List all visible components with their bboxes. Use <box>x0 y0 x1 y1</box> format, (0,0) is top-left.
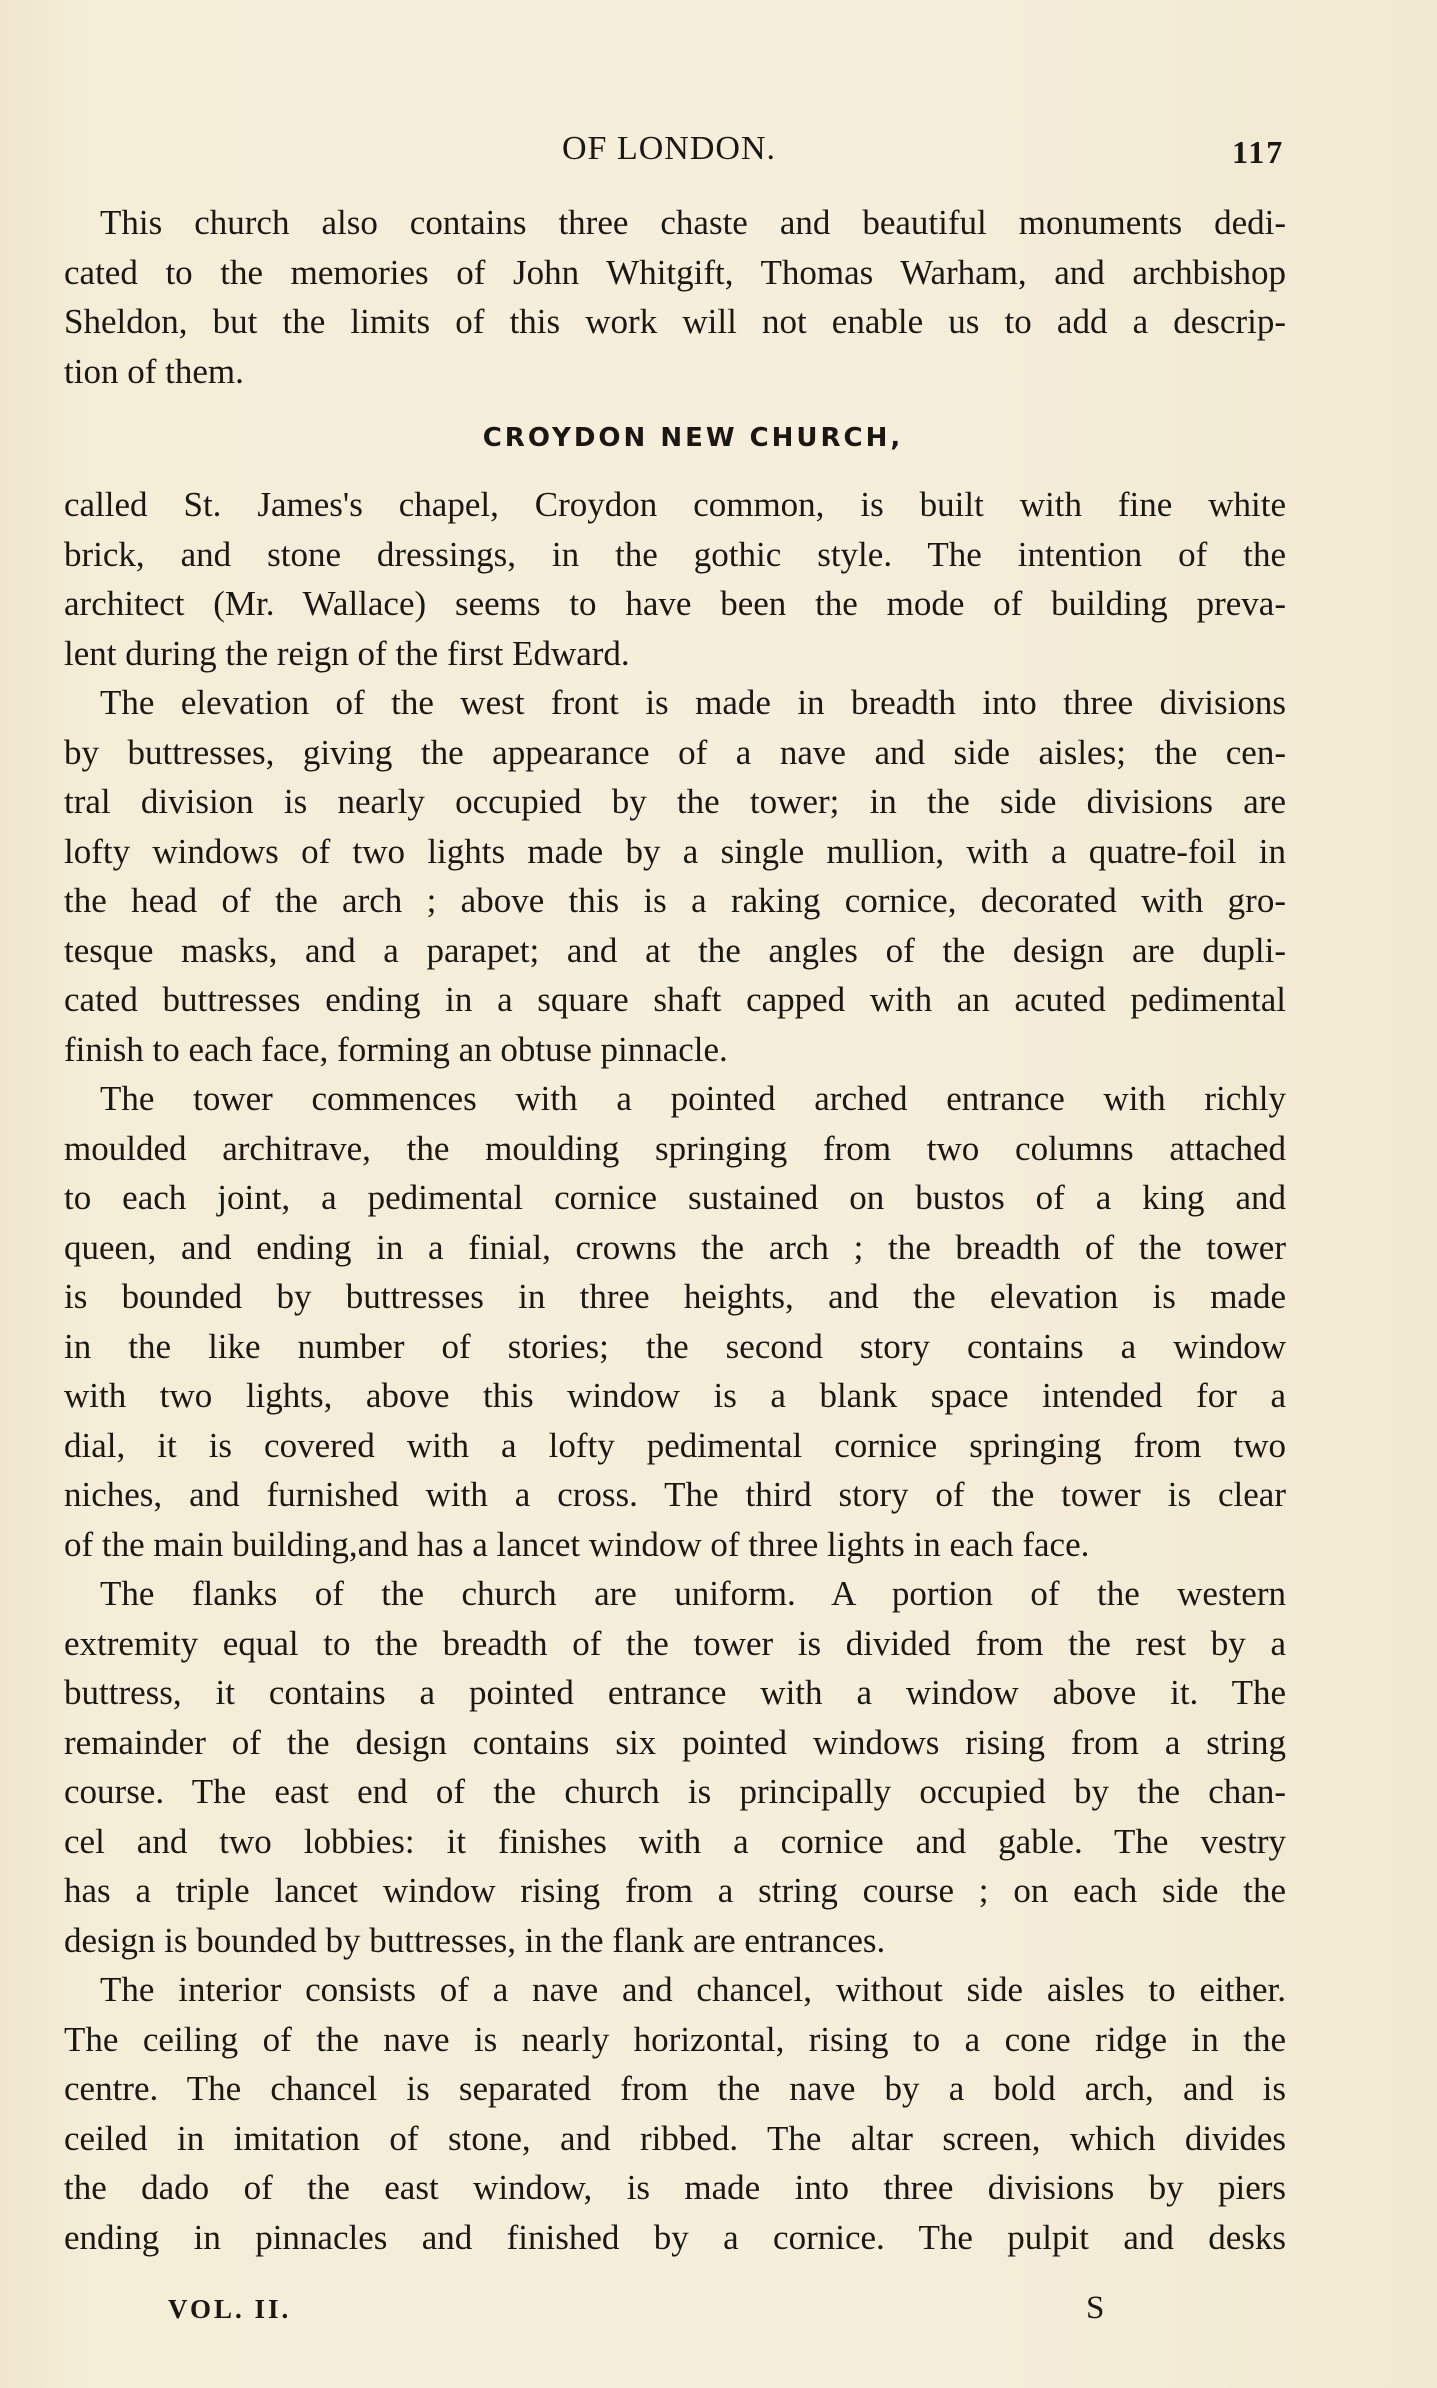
text-line: niches, and furnished with a cross. The third story of the tower is clear <box>64 1475 1286 1514</box>
text-line: finish to each face, forming an obtuse pinnacle. <box>64 1029 728 1069</box>
text-line: buttress, it contains a pointed entrance with a window above it. The <box>64 1673 1286 1712</box>
text-line: the head of the arch ; above this is a raking cornice, decorated with gro- <box>64 881 1286 920</box>
text-line: course. The east end of the church is principally occupied by the chan- <box>64 1772 1286 1811</box>
text-line: The flanks of the church are uniform. A portion of the western <box>100 1574 1286 1613</box>
volume-label: VOL. II. <box>168 2294 292 2324</box>
text-line: design is bounded by buttresses, in the flank are entrances. <box>64 1920 886 1960</box>
text-line: cated to the memories of John Whitgift, Thomas Warham, and archbishop <box>64 252 1286 292</box>
text-line: extremity equal to the breadth of the tower is divided from the rest by a <box>64 1623 1286 1663</box>
running-head <box>0 130 1437 174</box>
text-line: centre. The chancel is separated from the nave by a bold arch, and is <box>64 2069 1286 2108</box>
text-line: moulded architrave, the moulding springing from two columns attached <box>64 1128 1286 1168</box>
text-line: in the like number of stories; the second story contains a window <box>64 1326 1286 1366</box>
text-line: The interior consists of a nave and chancel, without side aisles to either. <box>100 1970 1286 2009</box>
paragraph-intro <box>64 480 1286 678</box>
paragraph-tower <box>64 1074 1286 1569</box>
page-number: 117 <box>1232 134 1285 170</box>
text-line: The ceiling of the nave is nearly horizontal, rising to a cone ridge in the <box>64 2019 1286 2059</box>
section-heading: CROYDON NEW CHURCH, <box>482 423 904 453</box>
text-line: brick, and stone dressings, in the gothic style. The intention of the <box>64 534 1286 574</box>
page-footer <box>0 2290 1437 2330</box>
text-line: called St. James's chapel, Croydon common, is built with fine white <box>64 485 1286 524</box>
text-line: is bounded by buttresses in three heights, and the elevation is made <box>64 1277 1286 1316</box>
text-line: the dado of the east window, is made into three divisions by piers <box>64 2168 1286 2207</box>
paragraph-monuments <box>64 198 1286 396</box>
text-line: lofty windows of two lights made by a single mullion, with a quatre-foil in <box>64 831 1286 871</box>
text-line: This church also contains three chaste and beautiful monuments dedi- <box>100 203 1286 242</box>
text-line: ceiled in imitation of stone, and ribbed. The altar screen, which divides <box>64 2118 1286 2158</box>
text-line: remainder of the design contains six pointed windows rising from a string <box>64 1722 1286 1762</box>
text-line: has a triple lancet window rising from a string course ; on each side the <box>64 1871 1286 1910</box>
signature-mark: S <box>1086 2290 1105 2326</box>
text-line: to each joint, a pedimental cornice sustained on bustos of a king and <box>64 1178 1286 1217</box>
paragraph-west-front <box>64 678 1286 1074</box>
text-line: The elevation of the west front is made in breadth into three divisions <box>100 683 1286 722</box>
text-line: of the main building,and has a lancet window of three lights in each face. <box>64 1524 1090 1564</box>
text-line: architect (Mr. Wallace) seems to have been the mode of building preva- <box>64 584 1286 623</box>
text-line: by buttresses, giving the appearance of a nave and side aisles; the cen- <box>64 732 1286 772</box>
text-line: cel and two lobbies: it finishes with a cornice and gable. The vestry <box>64 1821 1286 1861</box>
text-line: tion of them. <box>64 351 244 391</box>
text-line: tral division is nearly occupied by the tower; in the side divisions are <box>64 782 1286 821</box>
text-line: ending in pinnacles and finished by a cornice. The pulpit and desks <box>64 2217 1286 2257</box>
text-line: queen, and ending in a finial, crowns the arch ; the breadth of the tower <box>64 1227 1286 1267</box>
paragraph-flanks <box>64 1569 1286 1965</box>
text-line: The tower commences with a pointed arched entrance with richly <box>100 1079 1286 1118</box>
text-line: dial, it is covered with a lofty pedimental cornice springing from two <box>64 1425 1286 1465</box>
text-line: with two lights, above this window is a blank space intended for a <box>64 1376 1286 1415</box>
text-line: lent during the reign of the first Edward. <box>64 633 630 673</box>
body-text <box>64 198 1286 2262</box>
text-line: cated buttresses ending in a square shaft capped with an acuted pedimental <box>64 980 1286 1019</box>
text-line: Sheldon, but the limits of this work will not enable us to add a descrip- <box>64 302 1286 341</box>
text-line: tesque masks, and a parapet; and at the angles of the design are dupli- <box>64 930 1286 970</box>
paragraph-interior <box>64 1965 1286 2262</box>
running-title: OF LONDON. <box>562 130 776 167</box>
